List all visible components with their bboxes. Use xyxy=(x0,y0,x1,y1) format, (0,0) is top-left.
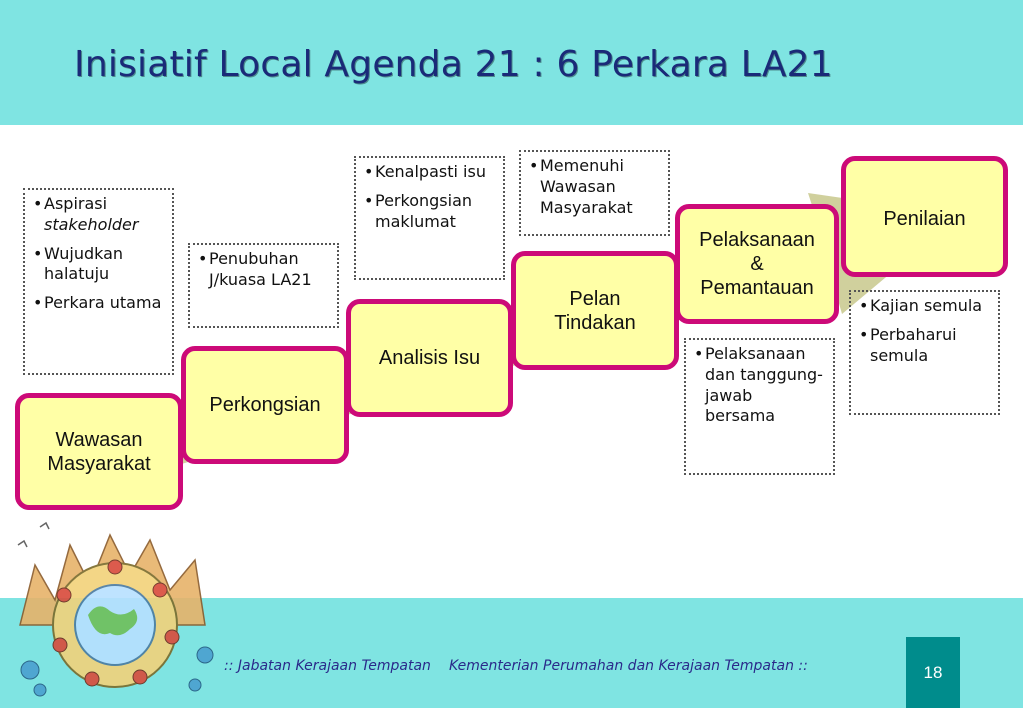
note-penilaian xyxy=(849,290,1000,415)
note-item: • Penubuhan J/kuasa LA21 xyxy=(198,249,331,291)
note-item: • Wujudkan halatuju xyxy=(33,244,166,286)
step-analisis-isu xyxy=(346,299,513,417)
step-label: Analisis Isu xyxy=(378,347,481,369)
footer-ministry: Kementerian Perumahan dan Kerajaan Tempatan :: xyxy=(448,658,808,674)
note-item: • Kajian semula xyxy=(859,296,992,317)
note-item: • Aspirasi stakeholder xyxy=(33,194,166,236)
note-perkongsian xyxy=(188,243,339,328)
globe-community-illustration xyxy=(0,505,230,705)
note-analisis-isu xyxy=(354,156,505,280)
step-label: Perkongsian xyxy=(209,394,321,416)
note-pelan-tindakan xyxy=(519,150,670,236)
page-title: Inisiatif Local Agenda 21 : 6 Perkara LA21 xyxy=(74,44,833,85)
note-wawasan xyxy=(23,188,174,375)
footer-credits xyxy=(224,658,826,674)
note-item: • Pelaksanaan dan tanggung-jawab bersama xyxy=(694,344,827,427)
page-number-badge: 18 xyxy=(906,637,960,708)
step-pelaksanaan-pemantauan xyxy=(675,204,839,324)
note-item: • Perbaharui semula xyxy=(859,325,992,367)
note-item: • Perkara utama xyxy=(33,293,166,314)
note-item: • Memenuhi Wawasan Masyarakat xyxy=(529,156,662,218)
footer-department: :: Jabatan Kerajaan Tempatan xyxy=(224,658,431,674)
step-wawasan-masyarakat xyxy=(15,393,183,510)
step-pelan-tindakan xyxy=(511,251,679,370)
note-item: • Kenalpasti isu xyxy=(364,162,497,183)
step-label: Penilaian xyxy=(883,208,966,230)
step-penilaian xyxy=(841,156,1008,277)
note-pelaksanaan xyxy=(684,338,835,475)
step-label: Pelan Tindakan xyxy=(554,287,636,334)
note-item: • Perkongsian maklumat xyxy=(364,191,497,233)
step-perkongsian xyxy=(181,346,349,464)
step-label: Wawasan Masyarakat xyxy=(47,428,151,475)
step-label: Pelaksanaan & Pemantauan xyxy=(699,229,815,299)
